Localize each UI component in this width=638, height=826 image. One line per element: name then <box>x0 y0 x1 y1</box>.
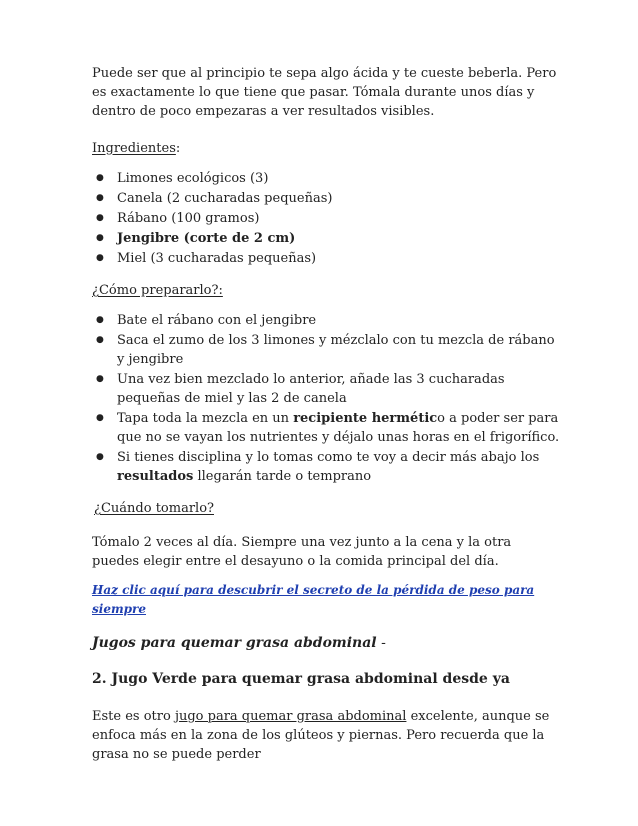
step-4-rest: o a poder ser para que no se vayan los nutrientes y déjalo unas horas en el frigorífico. <box>117 411 560 445</box>
promo-link[interactable]: Haz clic aquí para descubrir el secreto de la pérdida de peso para siempre <box>92 583 535 616</box>
section-2-heading: 2. Jugo Verde para quemar grasa abdominal desde ya <box>92 671 510 687</box>
section-2-rest: excelente, aunque se enfoca más en la zona de los glúteos y piernas. Pero recuerda que la grasa no se puede perder <box>92 709 550 762</box>
intro-paragraph: Puede ser que al principio te sepa algo ácida y te cueste beberla. Pero es exactamente lo que tiene que pasar. Tómala durante unos días y dentro de poco empezaras a ver resultados visibles. <box>92 66 557 119</box>
bullet-icon: ● <box>96 213 104 223</box>
bullet-icon: ● <box>96 233 104 243</box>
list-item <box>92 249 562 268</box>
when-paragraph: Tómalo 2 veces al día. Siempre una vez junto a la cena y la otra puedes elegir entre el desayuno o la comida principal del día. <box>92 535 512 569</box>
when-heading <box>92 499 562 518</box>
list-item <box>92 448 562 486</box>
section-2-text: Este es otro <box>92 709 175 724</box>
list-item <box>92 169 562 188</box>
step-1: Bate el rábano con el jengibre <box>117 313 317 328</box>
list-item <box>92 209 562 228</box>
bullet-icon: ● <box>96 173 104 183</box>
step-4-bold: recipiente hermétic <box>293 411 438 426</box>
ingredient-honey: Miel (3 cucharadas pequeñas) <box>117 251 317 266</box>
ingredients-label: Ingredientes <box>92 141 176 156</box>
bullet-icon: ● <box>96 413 104 423</box>
step-4-text: Tapa toda la mezcla en un <box>117 411 294 426</box>
when-label: ¿Cuándo tomarlo? <box>94 501 214 516</box>
section-2-paragraph <box>92 707 562 764</box>
step-3: Una vez bien mezclado lo anterior, añade las 3 cucharadas pequeñas de miel y las 2 de canela <box>117 372 505 406</box>
step-5-text: Si tienes disciplina y lo tomas como te voy a decir más abajo los <box>117 450 540 465</box>
step-5-rest: llegarán tarde o temprano <box>193 469 372 484</box>
bullet-icon: ● <box>96 253 104 263</box>
step-5-bold: resultados <box>117 469 194 484</box>
step-2: Saca el zumo de los 3 limones y mézclalo con tu mezcla de rábano y jengibre <box>117 333 555 367</box>
subheading-text: Jugos para quemar grasa abdominal <box>92 635 377 651</box>
preparation-label: ¿Cómo prepararlo?: <box>92 283 223 298</box>
ingredient-cinnamon: Canela (2 cucharadas pequeñas) <box>117 191 333 206</box>
list-item <box>92 229 562 248</box>
ingredients-colon: : <box>175 141 181 156</box>
ingredient-ginger: Jengibre (corte de 2 cm) <box>117 231 296 246</box>
subheading-suffix: - <box>376 635 386 651</box>
ingredients-heading <box>92 139 562 158</box>
list-item <box>92 331 562 369</box>
juice-link[interactable]: jugo para quemar grasa abdominal <box>174 709 407 724</box>
list-item <box>92 189 562 208</box>
document-page <box>92 64 562 764</box>
preparation-steps <box>92 311 562 486</box>
ingredients-list <box>92 169 562 268</box>
list-item <box>92 311 562 330</box>
ingredient-radish: Rábano (100 gramos) <box>117 211 260 226</box>
bullet-icon: ● <box>96 315 104 325</box>
preparation-heading <box>92 281 562 300</box>
ingredient-lemons: Limones ecológicos (3) <box>117 171 269 186</box>
list-item <box>92 409 562 447</box>
list-item <box>92 370 562 408</box>
bullet-icon: ● <box>96 193 104 203</box>
bullet-icon: ● <box>96 374 104 384</box>
bullet-icon: ● <box>96 335 104 345</box>
subheading <box>92 634 562 653</box>
bullet-icon: ● <box>96 452 104 462</box>
